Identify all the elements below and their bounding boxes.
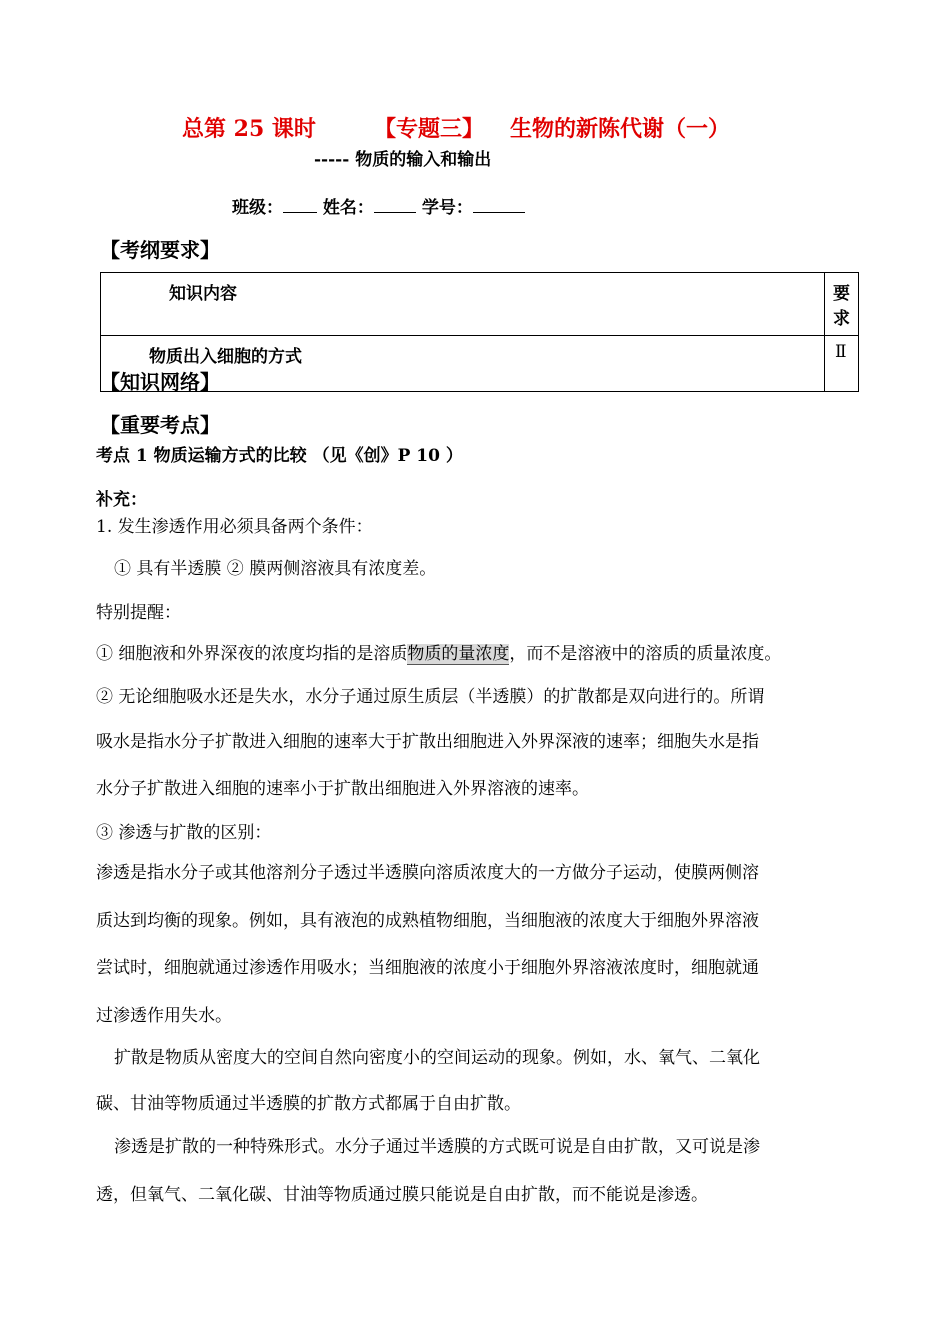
conditions: ① 具有半透膜 ② 膜两侧溶液具有浓度差。 — [114, 559, 437, 579]
number-field[interactable] — [473, 196, 525, 213]
name-field[interactable] — [374, 196, 416, 213]
paragraph-osmosis-3: 尝试时，细胞就通过渗透作用吸水；当细胞液的浓度小于细胞外界溶液浓度时，细胞就通 — [96, 958, 759, 978]
student-info-line — [232, 193, 525, 218]
reminder-label: 特别提醒： — [96, 603, 181, 623]
paragraph-diffusion-2: 碳、甘油等物质通过半透膜的扩散方式都属于自由扩散。 — [96, 1094, 521, 1114]
supplement-label: 补充： — [96, 490, 147, 510]
topic-label: 【专题三】 — [373, 116, 484, 142]
cell-requirement: Ⅱ — [825, 336, 859, 392]
reminder-3: ③ 渗透与扩散的区别： — [96, 823, 272, 843]
paragraph-compare-1: 渗透是扩散的一种特殊形式。水分子通过半透膜的方式既可说是自由扩散，又可说是渗 — [114, 1137, 760, 1157]
paragraph-diffusion-1: 扩散是物质从密度大的空间自然向密度小的空间运动的现象。例如，水、氧气、二氧化 — [114, 1048, 760, 1068]
paragraph-osmosis-4: 过渗透作用失水。 — [96, 1006, 232, 1026]
paragraph-osmosis-1: 渗透是指水分子或其他溶剂分子透过半透膜向溶质浓度大的一方做分子运动，使膜两侧溶 — [96, 863, 759, 883]
page-title — [182, 112, 730, 143]
reminder-2-line-2: 吸水是指水分子扩散进入细胞的速率大于扩散出细胞进入外界深液的速率；细胞失水是指 — [96, 732, 759, 752]
paragraph-osmosis-2: 质达到均衡的现象。例如，具有液泡的成熟植物细胞，当细胞液的浓度大于细胞外界溶液 — [96, 911, 759, 931]
table-row — [101, 273, 859, 336]
lesson-number: 总第 25 课时 — [182, 116, 316, 142]
section-network: 【知识网络】 — [100, 370, 220, 394]
item-1: 1. 发生渗透作用必须具备两个条件： — [96, 517, 373, 537]
key-point-1: 考点 1 物质运输方式的比较 （见《创》P 10 ） — [96, 446, 463, 466]
reminder-2-line-3: 水分子扩散进入细胞的速率小于扩散出细胞进入外界溶液的速率。 — [96, 779, 589, 799]
reminder-2-line-1: ② 无论细胞吸水还是失水，水分子通过原生质层（半透膜）的扩散都是双向进行的。所谓 — [96, 687, 765, 707]
highlighted-term: 物质的量浓度 — [407, 644, 510, 664]
cell-knowledge: 物质出入细胞的方式 — [101, 336, 825, 392]
header-knowledge: 知识内容 — [101, 273, 825, 336]
section-syllabus: 【考纲要求】 — [100, 238, 220, 262]
header-requirement: 要求 — [825, 273, 859, 336]
name-label: 姓名： — [322, 198, 374, 218]
page-subtitle: ----- 物质的输入和输出 — [314, 150, 492, 170]
section-key-points: 【重要考点】 — [100, 413, 220, 437]
class-label: 班级： — [232, 198, 283, 218]
number-label: 学号： — [421, 198, 473, 218]
reminder-1: ① 细胞液和外界深夜的浓度均指的是溶质物质的量浓度，而不是溶液中的溶质的质量浓度。 — [96, 644, 782, 664]
paragraph-compare-2: 透，但氧气、二氧化碳、甘油等物质通过膜只能说是自由扩散，而不能说是渗透。 — [96, 1185, 708, 1205]
class-field[interactable] — [283, 196, 317, 213]
topic-title: 生物的新陈代谢（一） — [509, 116, 730, 142]
